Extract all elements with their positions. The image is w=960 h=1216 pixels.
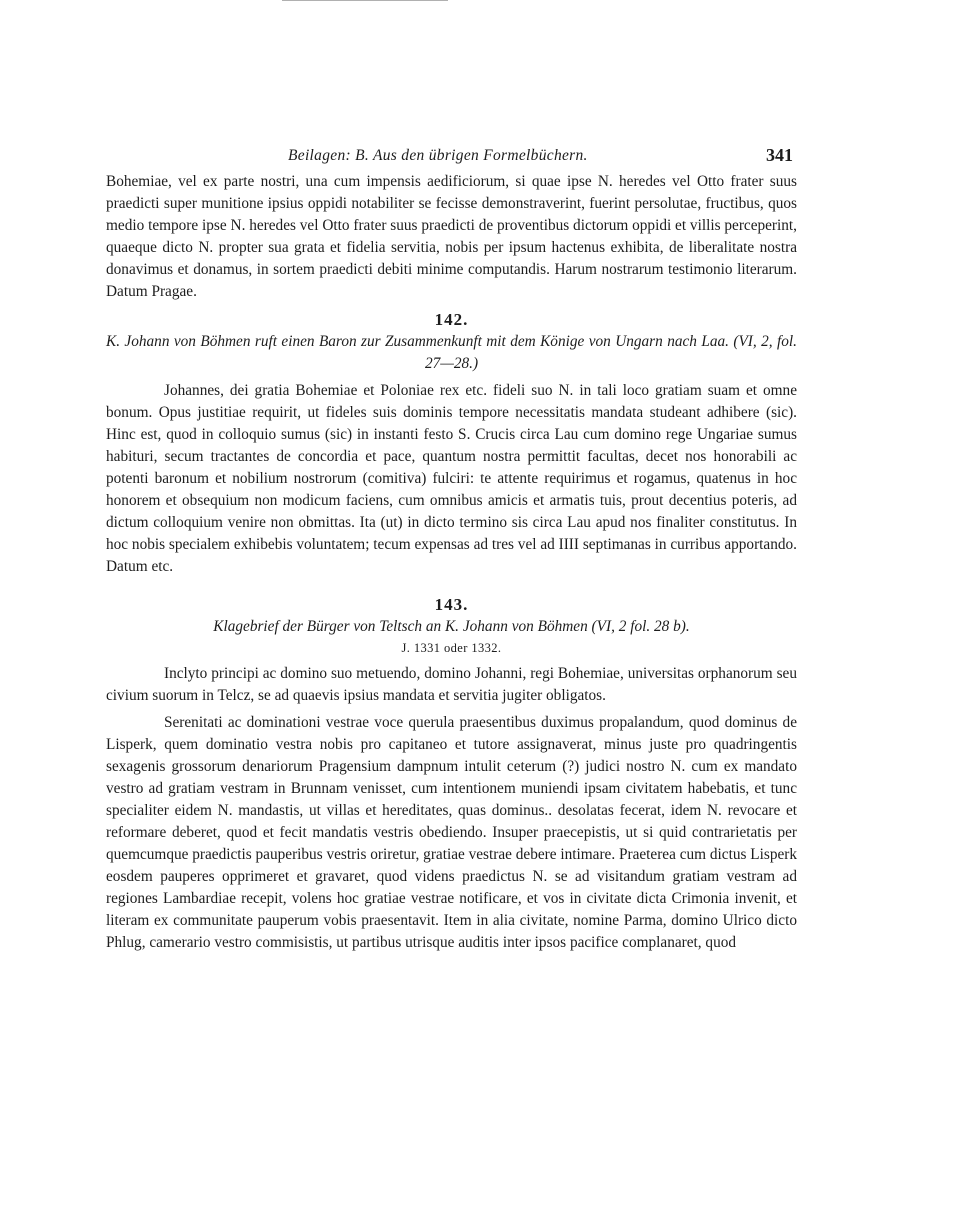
running-title: Beilagen: B. Aus den übrigen Formelbüchern. (288, 147, 588, 164)
charter-number: 143. (434, 595, 469, 614)
opening-paragraph: Bohemiae, vel ex parte nostri, una cum impensis aedificiorum, si quae ipse N. heredes vel Otto frater suus praedicti super munitione ipsius oppidi notabiliter se fecisse demonstraverint, fuerint persolutae, fructibus, quos medio tempore ipse N. heredes vel Otto frater suus praedicti de proventibus dictorum oppidi et villis perceperint, quaeque dicto N. propter sua grata et fidelia servitia, nobis per ipsum hactenus exhibita, de liberalitate nostra donavimus et donamus, in sortem praedicti debiti minime computandis. Harum nostrarum testimonio literarum. Datum Pragae. (106, 173, 797, 300)
charter-body-paragraph: Serenitati ac dominationi vestrae voce querula praesentibus duximus propalandum, quod dominus de Lisperk, quem dominatio vestra nobis pro capitaneo et tutore assignaverat, minus juste pro quadringentis sexagenis grossorum denariorum Pragensium dampnum intulit ceterum (?) judici nostro N. cum ex mandato vestro ad gratiam vestram in Brunnam venisset, cum intentionem muniendi ipsam civitatem habebatis, et tunc specialiter eidem N. mandastis, ut villas et hereditates, quas dominus.. desolatas fecerat, idem N. revocare et reformare deberet, quod et fecit mandatis vestris obediendo. Insuper praecepistis, ut si quid contrarietatis per quemcumque praedictis pauperibus vestris oriretur, gratiae vestrae debere intimare. Praeterea cum dictus Lisperk eosdem pauperes opprimeret et gravaret, quod videns praedictus N. se ad visitandum gratiam vestram ad regiones Lambardiae recepit, volens hoc gratiae vestrae notificare, et vos in civitate dicta Crimonia invenit, et literam ex communitate pauperum vobis praesentavit. Item in alia civitate, nomine Parma, domino Ulrico dicto Phlug, camerario vestro commisistis, ut partibus utrisque auditis inter ipsos pacifice complanaret, quod (106, 714, 797, 951)
charter-heading: Klagebrief der Bürger von Teltsch an K. Johann von Böhmen (VI, 2 fol. 28 b). (213, 618, 690, 635)
page-number: 341 (766, 145, 793, 165)
charter-142 (106, 309, 797, 578)
top-edge-rule (282, 0, 448, 1)
book-page (106, 141, 797, 954)
running-head (106, 141, 797, 171)
charter-number: 142. (434, 310, 469, 329)
charter-date: J. 1331 oder 1332. (401, 641, 502, 655)
charter-address-paragraph: Inclyto principi ac domino suo metuendo, domino Johanni, regi Bohemiae, universitas orphanorum seu civium suorum in Telcz, se ad quaevis ipsius mandata et servitia jugiter obligatos. (106, 665, 797, 704)
charter-text: Johannes, dei gratia Bohemiae et Poloniae rex etc. fideli suo N. in tali loco gratiam suam et omne bonum. Opus justitiae requirit, ut fideles suis dominis tempore necessitatis mandata studeant adhibere (sic). Hinc est, quod in colloquio sumus (sic) in instanti festo S. Crucis circa Lau cum domino rege Ungariae sumus habituri, secum tractantes de concordia et pace, quantum nostra permittit facultas, decet nos honorabili ac potenti baronum et nobilium nostrorum (comitiva) fulciri: te attente requirimus et rogamus, quatenus in hoc honorem et obsequium non modicum faciens, cum omnibus amicis et armatis tuis, prout decentius poteris, ad dictum colloquium venire non obmittas. Ita (ut) in dicto termino sis circa Lau apud nos finaliter constitutus. In hoc nobis specialem exhibebis voluntatem; tecum expensas ad tres vel ad IIII septimanas in curribus apportando. Datum etc. (106, 382, 797, 575)
charter-heading: K. Johann von Böhmen ruft einen Baron zur Zusammenkunft mit dem Könige von Ungarn nach Laa. (VI, 2, fol. 27—28.) (106, 333, 797, 372)
charter-143 (106, 594, 797, 954)
